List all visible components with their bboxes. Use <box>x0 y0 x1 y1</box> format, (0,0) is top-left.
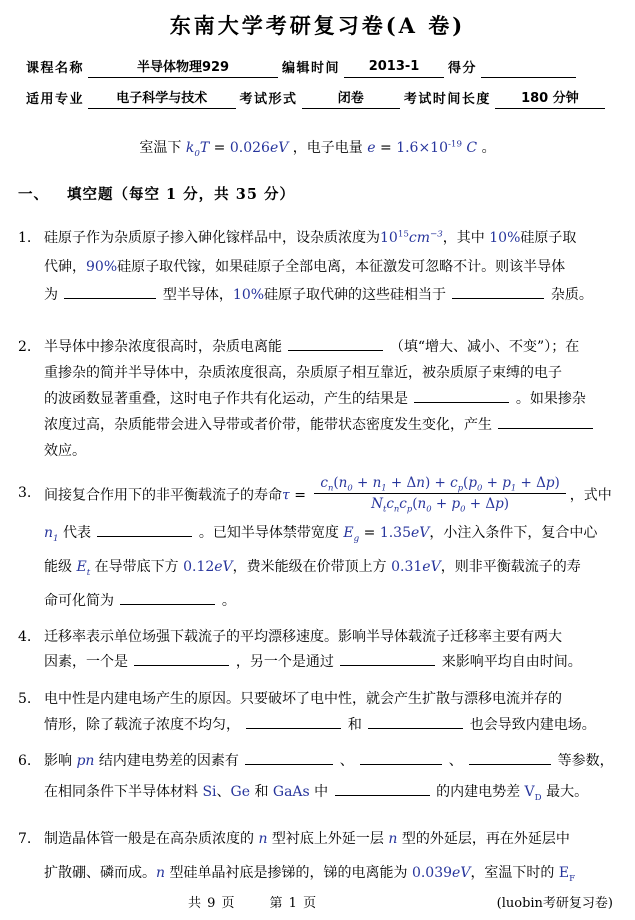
watermark: (luobin考研复习卷) <box>496 896 613 911</box>
question-text: 电中性是内建电场产生的原因。只要破坏了电中性，就会产生扩散与漂移电流并存的 情形，除了载流子浓度不均匀， 和 也会导致内建电场。 <box>44 691 596 734</box>
course-name-value: 半导体物理929 <box>88 56 278 78</box>
question-number: 2. <box>18 339 32 356</box>
question-number: 1. <box>18 230 32 246</box>
question-text: 半导体中掺杂浓度很高时，杂质电离能 （填“增大、减小、不变”）；在 重掺杂的简并半导体中，杂质浓度很高，杂质原子相互靠近，被杂质原子束缚的电子 的波函数显著重叠，这时电子作共有化运动，产生的结果是 。如果掺杂 浓度过高，杂质能带会进入导带或者价带，能带状态密度发生变化，产生 效应。 <box>44 334 621 464</box>
section-numeral: 一、 <box>18 186 49 203</box>
formula-fraction: $\frac{c_n(n_0 + n_1 + \Delta n) + c_p(p_0 + p_1 + \Delta p)}{N_tc_nc_p(n_0 + p_0 + \Delta p)}$ <box>314 474 565 513</box>
header-row-1 <box>26 56 609 78</box>
question-item <box>18 476 621 618</box>
page-indicator <box>188 892 351 911</box>
question-item <box>18 746 621 808</box>
major-label: 适用专业 <box>26 92 85 107</box>
total-pages: 共 9 页 <box>188 896 236 911</box>
questions-list <box>18 224 621 890</box>
section-heading <box>18 183 635 204</box>
question-number: 6. <box>18 753 32 770</box>
score-value <box>481 59 576 78</box>
exam-duration-label: 考试时间长度 <box>403 92 491 107</box>
exam-duration-value: 180 分钟 <box>495 87 605 109</box>
question-text: 间接复合作用下的非平衡载流子的寿命τ = $\frac{c_n(n_0 + n_1 + \Delta n) + c_p(p_0 + p_1 + \Delta p)}{N_tc_nc_p(n_0 + p_0 + \Delta p)}$ ，式中 $n_1$ 代表 。已知半导体禁带宽度 $E_g = 1.35eV$，小注入条件下，复合中心 能级 $E_t$ 在导带底下方 0.12eV，费米能级在价带顶上方 0.31eV，则非平衡载流子的寿 命可化简为 。 <box>44 475 612 610</box>
question-text: 迁移率表示单位场强下载流子的平均漂移速度。影响半导体载流子迁移率主要有两大 因素，一个是 ，另一个是通过 来影响平均自由时间。 <box>44 628 582 671</box>
header-row-2 <box>26 87 609 109</box>
blank-line <box>97 523 192 537</box>
blank-line <box>360 751 442 765</box>
question-item <box>18 625 621 677</box>
question-item <box>18 687 621 739</box>
blank-line <box>64 285 156 299</box>
question-number: 3. <box>18 485 32 502</box>
blank-line <box>498 415 593 429</box>
page-footer <box>0 892 635 910</box>
current-page: 第 1 页 <box>269 896 318 911</box>
blank-line <box>452 285 544 299</box>
blank-line <box>469 751 551 765</box>
question-text: 硅原子作为杂质原子掺入砷化镓样品中，设杂质浓度为$10^{15}cm^{-3}$，其中 10%硅原子取 代砷，90%硅原子取代镓，如果硅原子全部电离，本征激发可忽略不计。则该半导体 为 型半导体，10%硅原子取代砷的这些硅相当于 杂质。 <box>44 229 593 304</box>
question-text: 影响 pn 结内建电势差的因素有 、 、 等参数， 在相同条件下半导体材料 Si、Ge 和 GaAs 中 的内建电势差 $V_D$ 最大。 <box>44 753 614 803</box>
question-item <box>18 822 621 891</box>
question-item <box>18 334 621 464</box>
question-item <box>18 224 621 310</box>
blank-line <box>288 337 383 351</box>
blank-line <box>245 751 333 765</box>
physical-constants-line: 室温下 $k_0T = 0.026eV$ ，电子电量 $e = 1.6\times 10^{-19}$ C 。 <box>139 139 496 159</box>
exam-form-value: 闭卷 <box>302 87 400 109</box>
score-label: 得分 <box>448 61 478 76</box>
edit-time-value: 2013-1 <box>344 59 444 78</box>
blank-line <box>246 715 341 729</box>
edit-time-label: 编辑时间 <box>282 61 341 76</box>
blank-line <box>335 782 430 796</box>
section-title: 填空题（每空 1 分，共 35 分） <box>67 186 295 203</box>
exam-form-label: 考试形式 <box>239 92 298 107</box>
header-table <box>26 56 609 109</box>
question-number: 4. <box>18 628 32 645</box>
blank-line <box>340 652 435 666</box>
blank-line <box>120 591 215 605</box>
question-number: 7. <box>18 830 32 847</box>
course-name-label: 课程名称 <box>26 61 85 76</box>
blank-line <box>134 652 229 666</box>
major-value: 电子科学与技术 <box>88 87 236 109</box>
page-title: 东南大学考研复习卷(A 卷) <box>169 13 466 38</box>
question-text: 制造晶体管一般是在高杂质浓度的 n 型衬底上外延一层 n 型的外延层，再在外延层中 扩散硼、磷而成。n 型硅单晶衬底是掺锑的，锑的电离能为 0.039eV，室温下时的 $E_F$ <box>44 830 576 884</box>
question-number: 5. <box>18 691 32 708</box>
blank-line <box>414 389 509 403</box>
blank-line <box>368 715 463 729</box>
